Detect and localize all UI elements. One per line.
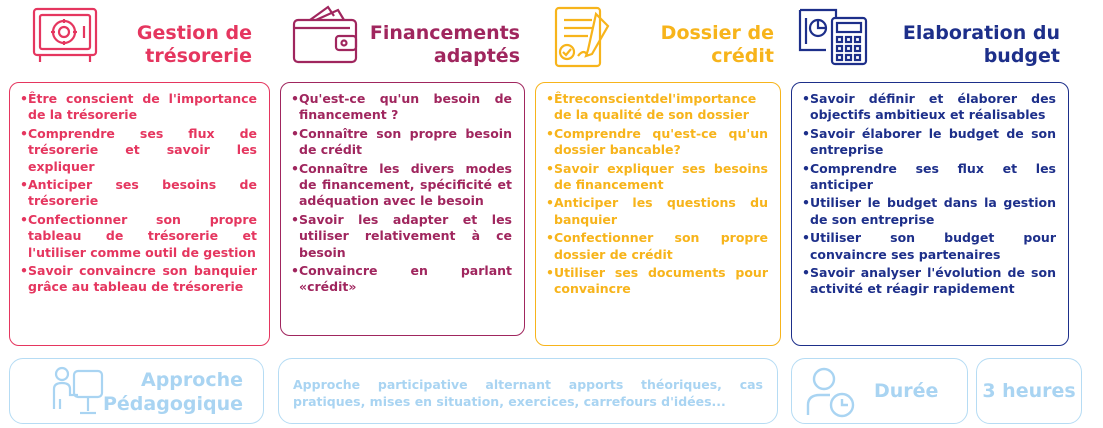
list-item: • Être conscient de l'importance de la trésorerie — [20, 91, 257, 124]
approach-label: Approche Pédagogique — [102, 369, 243, 415]
list-item: • Savoir analyser l'évolution de son activité et réagir rapidement — [802, 265, 1056, 298]
duration-value-box — [976, 358, 1082, 424]
title-dossier: Dossier de crédit — [660, 22, 774, 67]
list-item: • Êtreconscientdel'importance de la qualité de son dossier — [546, 91, 768, 124]
presenter-icon — [50, 365, 106, 423]
list-item: • Savoir élaborer le budget de son entreprise — [802, 126, 1056, 159]
list-item: • Anticiper ses besoins de trésorerie — [20, 177, 257, 210]
list-item: • Convaincre en parlant «crédit» — [291, 263, 512, 296]
list-item: • Confectionner son propre dossier de crédit — [546, 230, 768, 263]
list-item: • Anticiper les questions du banquier — [546, 195, 768, 228]
calculator-chart-icon — [796, 4, 872, 74]
title-financements: Financements adaptés — [369, 22, 520, 67]
safe-icon — [30, 6, 102, 70]
list-item: • Savoir expliquer ses besoins de financement — [546, 161, 768, 194]
list-item: • Comprendre ses flux et les anticiper — [802, 161, 1056, 194]
duration-label-box — [791, 358, 968, 424]
list-item: • Qu'est-ce qu'un besoin de financement ? — [291, 91, 512, 124]
list-item: • Utiliser le budget dans la gestion de son entreprise — [802, 195, 1056, 228]
box-budget — [791, 82, 1069, 346]
list-item: • Savoir définir et élaborer des objectifs ambitieux et réalisables — [802, 91, 1056, 124]
list-tresorerie — [20, 91, 257, 296]
wallet-icon — [290, 4, 362, 70]
list-budget — [802, 91, 1056, 298]
document-pen-icon — [548, 4, 614, 74]
list-item: • Utiliser ses documents pour convaincre — [546, 265, 768, 298]
list-item: • Comprendre qu'est-ce qu'un dossier bancable? — [546, 126, 768, 159]
list-item: • Confectionner son propre tableau de trésorerie et l'utiliser comme outil de gestion — [20, 212, 257, 261]
duration-label: Durée — [874, 380, 939, 402]
list-item: • Savoir convaincre son banquier grâce au tableau de trésorerie — [20, 263, 257, 296]
list-item: • Connaître son propre besoin de crédit — [291, 126, 512, 159]
title-tresorerie: Gestion de trésorerie — [136, 22, 252, 67]
approach-description-box — [278, 358, 778, 424]
duration-value: 3 heures — [982, 380, 1076, 402]
list-item: • Savoir les adapter et les utiliser relativement à ce besoin — [291, 212, 512, 261]
list-item: • Utiliser son budget pour convaincre ses partenaires — [802, 230, 1056, 263]
list-dossier — [546, 91, 768, 298]
list-financements — [291, 91, 512, 296]
list-item: • Comprendre ses flux de trésorerie et savoir les expliquer — [20, 126, 257, 175]
box-financements — [280, 82, 525, 336]
box-dossier — [535, 82, 781, 346]
approach-box — [9, 358, 264, 424]
approach-description: Approche participative alternant apports théoriques, cas pratiques, mises en situation, exercices, carrefours d'idées... — [293, 377, 763, 409]
title-budget: Elaboration du budget — [902, 22, 1060, 67]
list-item: • Connaître les divers modes de financement, spécificité et adéquation avec le besoin — [291, 161, 512, 210]
box-tresorerie — [9, 82, 270, 346]
person-clock-icon — [804, 365, 858, 423]
